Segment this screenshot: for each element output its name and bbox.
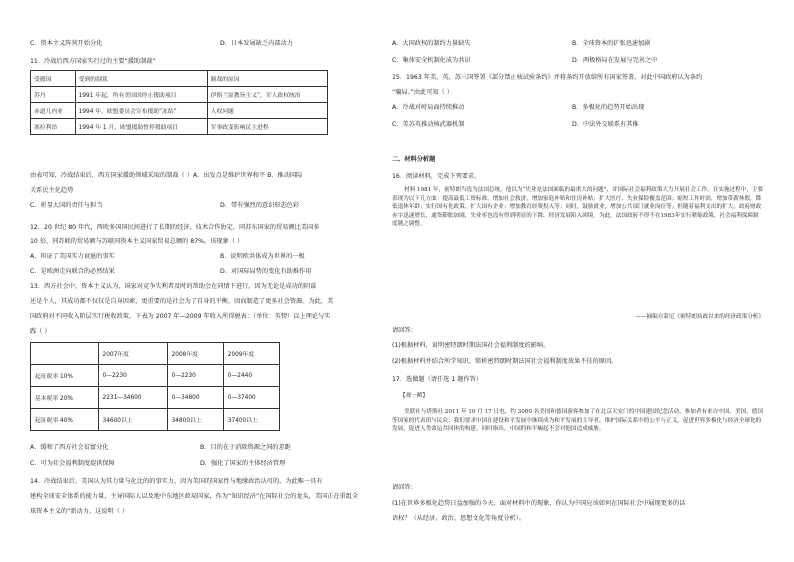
q17-stem: 17．选做题（请任选 1 题作答） — [392, 376, 482, 383]
q13-stem-line: 践（ ） — [30, 328, 51, 335]
q10-option-d: D．日本发展缺乏内部动力 — [220, 40, 293, 47]
table-cell: 37400以上 — [223, 409, 279, 431]
table-cell: 0—2440 — [223, 365, 279, 387]
q17-question-line: (1)在世界多极化趋势日益加强的今天，面对材料中的现象，你认为中国应该如何在国际社会中展现更多的话 — [392, 500, 686, 507]
q15-option-c: C．美苏英推动核武器机制 — [392, 121, 465, 128]
table-cell: 苏丹 — [31, 87, 76, 103]
q17-prompt: 请回答： — [392, 484, 417, 491]
q12-option-a: A．印证了美国实力衰退的事实 — [30, 253, 115, 260]
q16-source: ——摘编自蒙尼《密特朗执政以来的经济政策分析》 — [635, 314, 764, 320]
table-header: 2009年度 — [223, 343, 279, 365]
table-cell: 起征税率 10% — [31, 365, 99, 387]
q13-stem-line: 还是个人，其成功都不仅仅是自身因素，更重要的是社会为了自身的平衡，因而制造了更多社会资源。为此，美 — [30, 298, 334, 305]
table-cell: 基本税率 20% — [31, 387, 99, 409]
table-cell: 2231—34600 — [98, 387, 167, 409]
table-row — [31, 409, 280, 431]
table-header: 受到的制裁 — [75, 71, 207, 87]
section-heading: 二、材料分析题 — [392, 156, 436, 163]
table-cell: 0—37400 — [223, 387, 279, 409]
table-cell: 1991 年起，所有美国国停止援助项目 — [75, 87, 207, 103]
q12-stem-line: 12．20 世纪 80 年代，西欧多国国民间进行了长期的经济、技术合作协定，同苏东国家的贸易额比美国多 — [30, 224, 320, 231]
table-row — [31, 387, 280, 409]
table-cell: 0—2230 — [98, 365, 167, 387]
q13-stem-line: 国政府对不同收入阶层实行税收政策。下表为 2007 年—2009 年收入所得税表：（单位：英镑）以上理论与实 — [30, 313, 331, 320]
q12-option-b: B．说明欧共体成为世界的一极 — [220, 253, 305, 260]
q11-after-line: 由表可知，冷战结束后，西方国家援助领域采取的制裁（ ）A．出发点是维护世界和平 B．推动国际 — [30, 172, 303, 179]
q15-option-a: A．冷战对峙局面持续推动 — [392, 104, 465, 111]
q13-option-a: A．缓和了西方社会贫富分化 — [30, 444, 109, 451]
q15-option-b: B．多极化的趋势开始出现 — [572, 104, 645, 111]
table-cell: 34800以上 — [167, 409, 223, 431]
table-cell: 军事政变影响民主进程 — [207, 119, 327, 135]
q12-option-c: C．是欧洲走向联合的必然结果 — [30, 268, 115, 275]
q14-option-c: C．集体安全机制化成为共识 — [392, 57, 471, 64]
q11-table — [30, 70, 328, 135]
table-row — [31, 87, 328, 103]
table-cell: 人权问题 — [207, 103, 327, 119]
q11-option-d: D．带有强烈的意识形态色彩 — [220, 202, 300, 209]
q16-stem: 16．阅读材料，完成下列要求。 — [392, 173, 481, 180]
q13-option-b: B．目的在于消除资源之间的差距 — [200, 444, 291, 451]
q14-stem-line: 14．冷战结束后，美国认为其力量与化比的的事实力，因为美国的国家性与地缘政治认可的，为此唯一具有 — [30, 478, 323, 485]
q15-stem-line: 15．1963 年美、英、苏三国签署《部分禁止核试验条约》并将条约开放给所有国家签署。对此中国政府认为条约 — [392, 74, 703, 81]
q17-material: 美联社与塔斯社 2011 年 10 月 17 日电，约 3000 名美国和德国游客参加了在北京天安门的中国建国纪念活动，参加者有来自中国、美国、德国等国家的代表团与民众；我们要求中国在建设和平发展中继续成为和平发展的主导者，维护国际关系中的公平与正义，促进世界多极化与经济全球化的发展，促进人类命运共同体的构建。同时指出，中国的和平崛起不会对他国造成威胁。 — [392, 409, 763, 433]
table-header: 2008年度 — [167, 343, 223, 365]
q13-option-d: D．强化了国家的主体经济管理 — [200, 460, 286, 467]
table-cell: 0—34800 — [167, 387, 223, 409]
table-header: 2007年度 — [98, 343, 167, 365]
table-cell: 塞拉利昂 — [31, 119, 76, 135]
table-row — [31, 119, 328, 135]
q10-option-c: C．资本主义阵营开始分化 — [30, 40, 103, 47]
q11-after-line: 关系民主化趋势 — [30, 187, 74, 194]
table-header — [31, 343, 99, 365]
table-header: 受援国 — [31, 71, 76, 87]
table-cell: 起征税率 40% — [31, 409, 99, 431]
q13-stem-line: 13．西方社会中，资本主义认为，国家对竞争失利者及时的帮助会在同情下进行，因为无论是成功的阴谋 — [30, 283, 317, 290]
q14-option-d: D．两极格局在发展与完善之中 — [572, 57, 658, 64]
q16-prompt: 请回答： — [392, 327, 417, 334]
table-row — [31, 365, 280, 387]
q17-title: 【观一瞬】 — [400, 393, 428, 399]
q16-material: 材料 1981 年，密特朗当选为法国总统。他以为“失业是法国面临的最重大的问题”，并国际社会福利政策大力开展社会工作。在实施过程中，主要表现为以下几方面：提高最低工资标准，增加社会救济，增加家庭补贴和住房补贴；扩大医疗、失业保险覆盖范围；缩短工作时间，增加带薪休假，降低退休年龄；实行国有化政策，扩大国有企业；增加教育经费投入等；同时，鼓励就业，增加公共部门就业岗位等。但随着福利支出的扩大，政府财政赤字迅速增长，通货膨胀加剧，失业率也没有得到明显的下降，经济发展陷入困境。为此，法国政府不得不在1983年实行紧缩政策，社会福利保障制度随之调整。 — [392, 187, 764, 228]
q12-stem-line: 10 倍，同苏联的贸易额与苏联同资本主义国家贸易总额的 87%。该现象（ ） — [30, 238, 244, 245]
q15-option-d: D．中法外交联系有其推 — [572, 121, 639, 128]
q14-option-a: A．大国政权的制约力量缺失 — [392, 40, 471, 47]
q12-option-d: D．对国际局势的变化有助推作用 — [220, 268, 312, 275]
q13-table — [30, 342, 280, 431]
table-cell: 赤道几内亚 — [31, 103, 76, 119]
q14-stem-line: 建构全球安全体系的能力量，主导国际人以及地中东地区政局国家，作为“知识经济”在国际社会的龙头，美国正在重组全 — [30, 493, 359, 500]
q11-stem: 11．冷战后西方国家实行过的主要“援助制裁” — [30, 58, 156, 65]
table-cell: 0—2230 — [167, 365, 223, 387]
q14-option-b: B．全球资本的扩张迅速加剧 — [572, 40, 651, 47]
q17-question-line: 语权？（从经济、政治、思想文化等角度分析）。 — [392, 515, 526, 522]
q14-stem-line: 球资本主义的“新动力。这说明（ ） — [30, 508, 128, 515]
q16-question-2: (2)根据材料并结合所学知识，简析密特朗时期法国社会福利制度效果不佳的原因。 — [392, 358, 618, 365]
q16-question-1: (1)根据材料，说明密特朗时期法国社会福利制度的影响。 — [392, 342, 550, 349]
table-cell: 伊斯兰原教旨主义”，军人政权统治 — [207, 87, 327, 103]
q11-option-c: C．彰显大国的责任与担当 — [30, 202, 103, 209]
q13-option-c: C．可为社会福利制度提供保障 — [30, 460, 115, 467]
table-cell: 1994 年，欧盟委员会宣布援助“冻结” — [75, 103, 207, 119]
table-header: 制裁的原因 — [207, 71, 327, 87]
table-cell: 1994 年 1 月，欧盟援助暂停援助项目 — [75, 119, 207, 135]
table-cell: 34600以上 — [98, 409, 167, 431]
q15-stem-line: “骗局。”由此可知（ ） — [392, 89, 453, 96]
table-row — [31, 103, 328, 119]
